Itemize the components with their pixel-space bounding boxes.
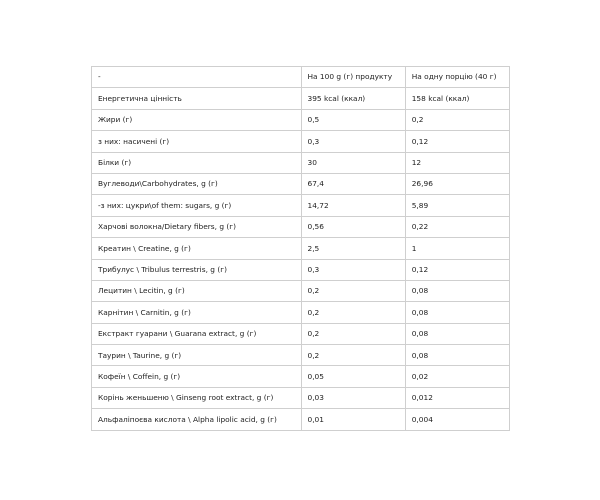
nutrient-name-cell: Кофеїн \ Coffein, g (г): [92, 366, 302, 387]
per-100g-cell: 0,3: [301, 259, 405, 280]
table-row: [92, 409, 510, 430]
per-100g-cell: 0,3: [301, 131, 405, 152]
per-100g-cell: 67,4: [301, 173, 405, 194]
per-serving-cell: 0,08: [405, 323, 509, 344]
per-100g-cell: 0,2: [301, 302, 405, 323]
per-serving-cell: 0,08: [405, 302, 509, 323]
per-100g-cell: 0,2: [301, 345, 405, 366]
per-serving-cell: 26,96: [405, 173, 509, 194]
header-cell-nutrient: -: [92, 67, 302, 88]
per-serving-cell: 0,08: [405, 345, 509, 366]
per-100g-cell: 14,72: [301, 195, 405, 216]
nutrient-name-cell: Енергетична цінність: [92, 88, 302, 109]
table-row: [92, 109, 510, 130]
per-serving-cell: 0,12: [405, 259, 509, 280]
per-100g-cell: 0,03: [301, 387, 405, 408]
table-row: [92, 173, 510, 194]
nutrient-name-cell: Вуглеводи\Carbohydrates, g (г): [92, 173, 302, 194]
table-header-row: [92, 67, 510, 88]
nutrient-name-cell: -з них: цукри\of them: sugars, g (г): [92, 195, 302, 216]
header-cell-per-serving: На одну порцію (40 г): [405, 67, 509, 88]
per-serving-cell: 0,012: [405, 387, 509, 408]
table-row: [92, 216, 510, 237]
per-serving-cell: 0,02: [405, 366, 509, 387]
nutrient-name-cell: Таурин \ Taurine, g (г): [92, 345, 302, 366]
table-row: [92, 302, 510, 323]
per-serving-cell: 5,89: [405, 195, 509, 216]
table-row: [92, 259, 510, 280]
table-row: [92, 366, 510, 387]
nutrient-name-cell: Білки (г): [92, 152, 302, 173]
nutrient-name-cell: Екстракт гуарани \ Guarana extract, g (г): [92, 323, 302, 344]
table-row: [92, 345, 510, 366]
table-row: [92, 280, 510, 301]
per-serving-cell: 0,22: [405, 216, 509, 237]
table-row: [92, 152, 510, 173]
table-row: [92, 323, 510, 344]
table-row: [92, 195, 510, 216]
per-100g-cell: 0,56: [301, 216, 405, 237]
per-serving-cell: 1: [405, 238, 509, 259]
per-serving-cell: 158 kcal (ккал): [405, 88, 509, 109]
nutrient-name-cell: Харчові волокна/Dietary fibers, g (г): [92, 216, 302, 237]
per-100g-cell: 0,01: [301, 409, 405, 430]
nutrient-name-cell: Креатин \ Creatine, g (г): [92, 238, 302, 259]
nutrition-table: [91, 66, 510, 431]
per-100g-cell: 30: [301, 152, 405, 173]
nutrient-name-cell: Трибулус \ Tribulus terrestris, g (г): [92, 259, 302, 280]
table-row: [92, 238, 510, 259]
header-cell-per-100g: На 100 g (г) продукту: [301, 67, 405, 88]
per-100g-cell: 2,5: [301, 238, 405, 259]
table-row: [92, 387, 510, 408]
per-100g-cell: 0,05: [301, 366, 405, 387]
per-100g-cell: 0,2: [301, 323, 405, 344]
nutrient-name-cell: Альфаліпоєва кислота \ Alpha lipolic acid, g (г): [92, 409, 302, 430]
per-serving-cell: 0,004: [405, 409, 509, 430]
per-serving-cell: 0,08: [405, 280, 509, 301]
per-serving-cell: 0,2: [405, 109, 509, 130]
per-serving-cell: 0,12: [405, 131, 509, 152]
per-100g-cell: 0,2: [301, 280, 405, 301]
nutrient-name-cell: Карнітин \ Carnitin, g (г): [92, 302, 302, 323]
table-row: [92, 88, 510, 109]
nutrient-name-cell: Лецитин \ Lecitin, g (г): [92, 280, 302, 301]
nutrient-name-cell: Корінь женьшеню \ Ginseng root extract, g (г): [92, 387, 302, 408]
nutrient-name-cell: з них: насичені (г): [92, 131, 302, 152]
per-serving-cell: 12: [405, 152, 509, 173]
per-100g-cell: 0,5: [301, 109, 405, 130]
per-100g-cell: 395 kcal (ккал): [301, 88, 405, 109]
nutrient-name-cell: Жири (г): [92, 109, 302, 130]
table-row: [92, 131, 510, 152]
